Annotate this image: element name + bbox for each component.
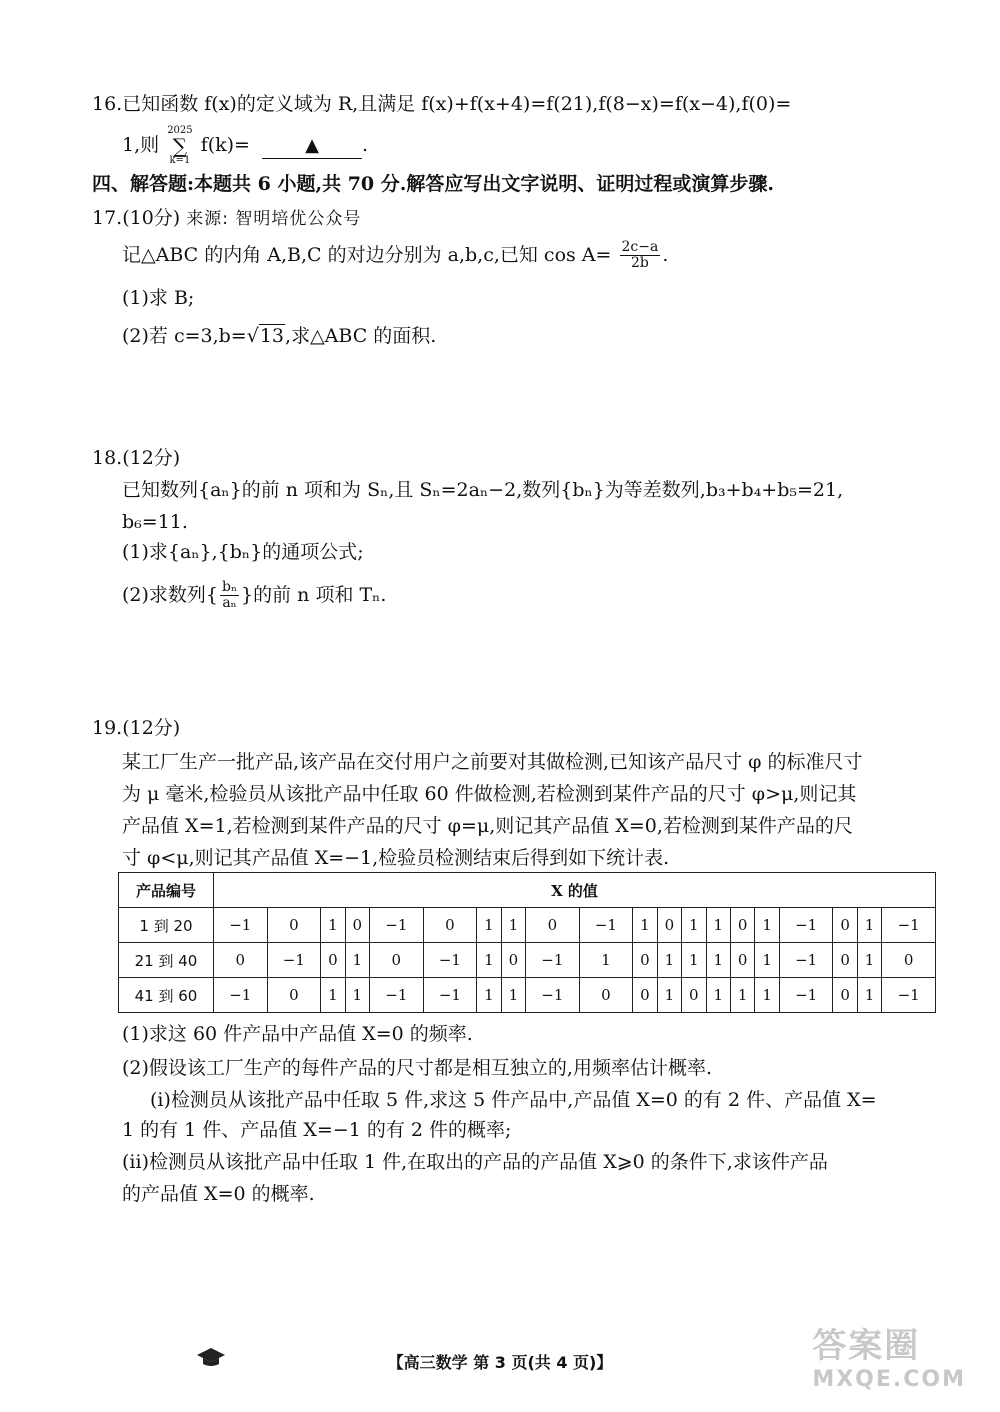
x-value-cell: −1 [370, 978, 424, 1013]
table-row [119, 943, 936, 978]
x-value-cell: −1 [214, 978, 268, 1013]
x-value-cell: 1 [321, 908, 345, 943]
x-value-cell: 1 [501, 978, 525, 1013]
q16-line1: 16.已知函数 f(x)的定义域为 R,且满足 f(x)+f(x+4)=f(21),f(8−x)=f(x−4),f(0)= [92, 93, 792, 115]
x-value-cell: −1 [779, 908, 833, 943]
x-value-cell: −1 [526, 978, 580, 1013]
sigma-lower-limit: k=1 [169, 155, 191, 166]
q16-line2-post: f(k)= [200, 134, 250, 156]
q17-part1: (1)求 B; [122, 287, 195, 309]
q17-stem-pre: 记△ABC 的内角 A,B,C 的对边分别为 a,b,c,已知 cos A= [122, 243, 612, 266]
q18-line1: 已知数列{aₙ}的前 n 项和为 Sₙ,且 Sₙ=2aₙ−2,数列{bₙ}为等差数列,b₃+b₄+b₅=21, [122, 479, 844, 501]
q16-line2-end: . [362, 134, 369, 156]
x-value-cell: 1 [706, 943, 730, 978]
x-value-cell: −1 [214, 908, 268, 943]
q18-header: 18.(12分) [92, 447, 181, 469]
q17-part2 [122, 324, 436, 349]
x-value-cell: 1 [501, 908, 525, 943]
table-row [119, 978, 936, 1013]
x-value-cell: 0 [833, 908, 857, 943]
answer-blank [262, 133, 362, 159]
x-value-cell: 0 [882, 943, 936, 978]
x-value-cell: 1 [477, 943, 501, 978]
x-value-cell: 0 [214, 943, 268, 978]
x-value-cell: −1 [779, 943, 833, 978]
x-value-cell: 0 [423, 908, 477, 943]
x-value-cell: 0 [682, 978, 706, 1013]
x-value-cell: 0 [657, 908, 681, 943]
q19-stem-line: 某工厂生产一批产品,该产品在交付用户之前要对其做检测,已知该产品尺寸 φ 的标准尺寸 [122, 751, 863, 773]
triangle-icon: ▲ [305, 135, 319, 156]
x-value-cell: −1 [526, 943, 580, 978]
q19-stem-line: 寸 φ<μ,则记其产品值 X=−1,检验员检测结束后得到如下统计表. [122, 847, 670, 869]
q19-part2-ii-line1: (ii)检测员从该批产品中任取 1 件,在取出的产品的产品值 X⩾0 的条件下,求该件产品 [122, 1151, 828, 1173]
x-value-cell: −1 [267, 943, 321, 978]
q17-stem [122, 240, 668, 272]
site-watermark [812, 1318, 966, 1392]
q19-part2-i-line2: 1 的有 1 件、产品值 X=−1 的有 2 件的概率; [122, 1119, 512, 1141]
sqrt-sign: √ [246, 325, 259, 347]
q18-part1: (1)求{aₙ},{bₙ}的通项公式; [122, 541, 364, 563]
q19-header: 19.(12分) [92, 717, 181, 739]
sqrt-radicand: 13 [259, 325, 285, 347]
x-value-cell: 0 [267, 978, 321, 1013]
sigma-upper-limit: 2025 [167, 125, 193, 136]
x-value-cell: 1 [633, 908, 657, 943]
x-value-cell: 0 [370, 943, 424, 978]
x-value-cell: 0 [730, 943, 754, 978]
q18-fraction-denominator: aₙ [222, 595, 237, 612]
q17-fraction [620, 240, 661, 272]
q18-part2-post: }的前 n 项和 Tₙ. [241, 583, 387, 606]
x-value-cell: 1 [706, 908, 730, 943]
sigma-symbol [167, 126, 192, 166]
watermark-line1: 答案圈 [812, 1326, 921, 1366]
x-value-cell: 1 [579, 943, 633, 978]
x-value-cell: −1 [882, 908, 936, 943]
x-value-cell: 1 [706, 978, 730, 1013]
page-footer: 【高三数学 第 3 页(共 4 页)】 [387, 1353, 613, 1372]
x-value-cell: 0 [833, 943, 857, 978]
q19-stem-line: 产品值 X=1,若检测到某件产品的尺寸 φ=μ,则记其产品值 X=0,若检测到某件产品的尺 [122, 815, 853, 837]
sigma-sign: ∑ [172, 134, 188, 158]
q19-part2-ii-line2: 的产品值 X=0 的概率. [122, 1183, 315, 1205]
x-value-cell: 0 [526, 908, 580, 943]
q18-fraction [220, 580, 239, 612]
x-value-cell: 1 [477, 908, 501, 943]
section-4-heading: 四、解答题:本题共 6 小题,共 70 分.解答应写出文字说明、证明过程或演算步骤. [92, 173, 774, 195]
x-value-cell: 1 [682, 908, 706, 943]
x-value-cell: −1 [882, 978, 936, 1013]
x-value-cell: 1 [345, 943, 369, 978]
x-value-cell: 1 [657, 943, 681, 978]
q17-stem-end: . [662, 243, 669, 266]
x-value-cell: 1 [477, 978, 501, 1013]
q17-source-note: 来源: 智明培优公众号 [186, 209, 362, 229]
x-value-cell: −1 [423, 943, 477, 978]
q16-line2 [122, 126, 368, 166]
q18-part2 [122, 580, 386, 612]
q19-part2: (2)假设该工厂生产的每件产品的尺寸都是相互独立的,用频率估计概率. [122, 1057, 712, 1079]
row-label: 1 到 20 [119, 908, 214, 943]
x-value-cell: 1 [755, 908, 779, 943]
x-value-cell: −1 [423, 978, 477, 1013]
q17-fraction-denominator: 2b [630, 255, 649, 272]
x-value-cell: 1 [657, 978, 681, 1013]
row-label: 21 到 40 [119, 943, 214, 978]
watermark-line2: MXQE.COM [812, 1367, 966, 1392]
x-value-cell: −1 [370, 908, 424, 943]
statistics-table [118, 872, 936, 1013]
q19-part2-i-line1: (i)检测员从该批产品中任取 5 件,求这 5 件产品中,产品值 X=0 的有 2 件、产品值 X= [150, 1089, 877, 1111]
table-header-row [119, 873, 936, 908]
x-value-cell: 1 [755, 943, 779, 978]
x-value-cell: 0 [321, 943, 345, 978]
q17-part2-post: ,求△ABC 的面积. [285, 325, 437, 347]
q17-fraction-numerator: 2c−a [621, 239, 659, 255]
x-value-cell: 1 [682, 943, 706, 978]
x-value-cell: 1 [755, 978, 779, 1013]
q17-header [92, 206, 361, 231]
table-header-label: 产品编号 [119, 873, 214, 908]
row-label: 41 到 60 [119, 978, 214, 1013]
x-value-cell: −1 [779, 978, 833, 1013]
x-value-cell: 0 [633, 978, 657, 1013]
x-value-cell: 0 [730, 908, 754, 943]
x-value-cell: 1 [730, 978, 754, 1013]
x-value-cell: 1 [321, 978, 345, 1013]
x-value-cell: 0 [633, 943, 657, 978]
q17-part2-pre: (2)若 c=3,b= [122, 325, 247, 347]
q19-part1: (1)求这 60 件产品中产品值 X=0 的频率. [122, 1023, 473, 1045]
x-value-cell: 0 [345, 908, 369, 943]
table-row [119, 908, 936, 943]
x-value-cell: 1 [857, 978, 881, 1013]
x-value-cell: −1 [579, 908, 633, 943]
x-value-cell: 1 [857, 943, 881, 978]
q17-number: 17.(10分) [92, 207, 181, 229]
q18-part2-pre: (2)求数列{ [122, 583, 219, 606]
q16-line2-pre: 1,则 [122, 134, 160, 156]
x-value-cell: 0 [833, 978, 857, 1013]
x-value-cell: 1 [857, 908, 881, 943]
x-value-cell: 0 [267, 908, 321, 943]
table-header-value: X 的值 [214, 873, 936, 908]
x-value-cell: 0 [501, 943, 525, 978]
q18-fraction-numerator: bₙ [222, 579, 238, 595]
x-value-cell: 1 [345, 978, 369, 1013]
q18-line2: b₆=11. [122, 511, 188, 533]
q19-stem-line: 为 μ 毫米,检验员从该批产品中任取 60 件做检测,若检测到某件产品的尺寸 φ>μ,则记其 [122, 783, 857, 805]
x-value-cell: 0 [579, 978, 633, 1013]
